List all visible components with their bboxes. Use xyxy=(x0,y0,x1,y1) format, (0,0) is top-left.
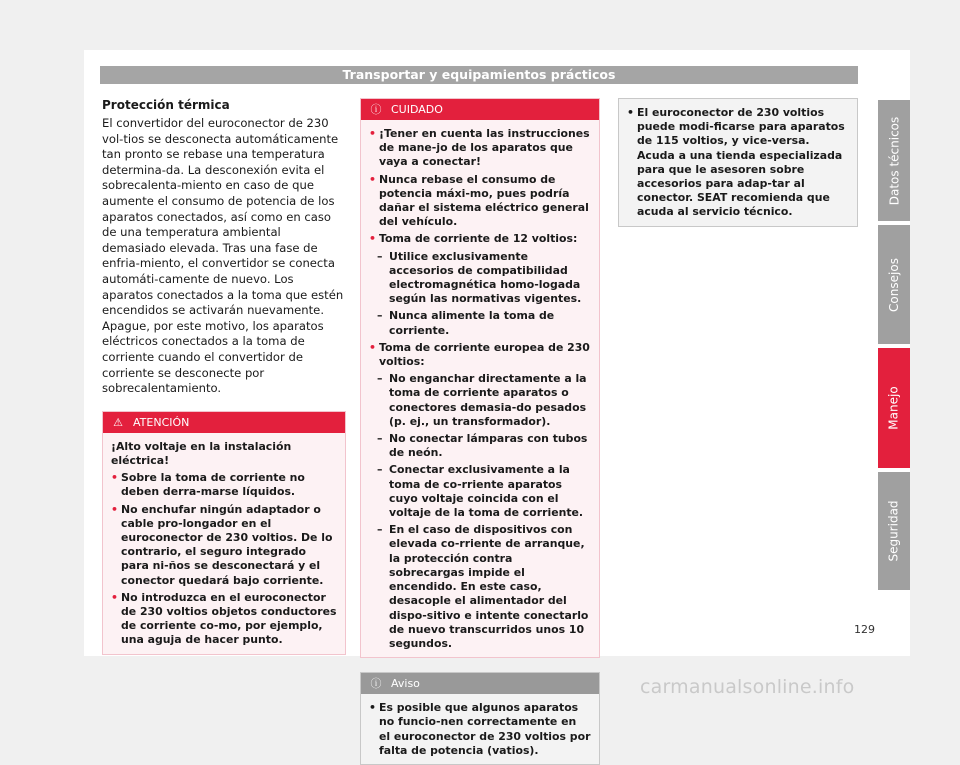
note-continued-item: • El euroconector de 230 voltios puede modi-ficarse para aparatos de 115 voltios, y vice-versa. Acuda a una tienda especializada para que le asesoren sobre accesorios para adap-tar al conector. SEAT recomienda que acuda al servicio técnico. xyxy=(627,106,849,220)
sidetab-label: Consejos xyxy=(887,257,902,312)
sidetab-label: Seguridad xyxy=(887,500,902,562)
caution-body xyxy=(361,120,599,657)
section-header: Transportar y equipamientos prácticos xyxy=(100,66,858,84)
caution-subitem: – Nunca alimente la toma de corriente. xyxy=(369,309,591,337)
warning-item: • No introduzca en el euroconector de 230 voltios objetos conductores de corriente co-mo, por ejemplo, una aguja de hacer punto. xyxy=(111,591,337,648)
warning-intro: ¡Alto voltaje en la instalación eléctrica! xyxy=(111,439,292,467)
caution-item: • Nunca rebase el consumo de potencia máxi-mo, pues podría dañar el sistema eléctrico general del vehículo. xyxy=(369,173,591,230)
note-item: • Es posible que algunos aparatos no funcio-nen correctamente en el euroconector de 230 voltios por falta de potencia (vatios). xyxy=(369,701,591,758)
warning-item: • No enchufar ningún adaptador o cable pro-longador en el euroconector de 230 voltios. De lo contrario, el seguro integrado para ni-ños se desconectará y el conector quedará bajo corriente. xyxy=(111,503,337,588)
note-title: Aviso xyxy=(391,677,420,691)
note-continued-body xyxy=(619,99,857,226)
column-middle xyxy=(360,98,600,765)
caution-subitem: – Conectar exclusivamente a la toma de co-rriente aparatos cuyo voltaje coincida con el voltaje de la toma de corriente. xyxy=(369,463,591,520)
caution-subitem: – Utilice exclusivamente accesorios de compatibilidad electromagnética homo-logada según las normativas vigentes. xyxy=(369,250,591,307)
note-body xyxy=(361,694,599,764)
note-header xyxy=(361,673,599,694)
caution-box xyxy=(360,98,600,658)
note-continued-box xyxy=(618,98,858,227)
caution-subitem: – No enganchar directamente a la toma de corriente aparatos o conectores demasia-do pesados (p. ej., un transformador). xyxy=(369,372,591,429)
info-icon: ⓘ xyxy=(370,677,382,691)
note-box xyxy=(360,672,600,765)
column-left xyxy=(102,98,346,655)
warning-triangle-icon: ⚠ xyxy=(113,415,123,429)
sidetab-manejo[interactable] xyxy=(878,348,910,468)
sidetab-label: Datos técnicos xyxy=(887,116,901,205)
caution-item: • Toma de corriente de 12 voltios: xyxy=(369,232,591,246)
body-paragraph: El convertidor del euroconector de 230 vol-tios se desconecta automáticamente tan pronto se rebase una temperatura determina-da. La desconexión evita el sobrecalenta-miento en caso de que aumente el consumo de potencia de los aparatos conectados, así como en caso de una temperatura ambiental demasiado elevada. Tras una fase de enfria-miento, el convertidor se conecta automáti-camente de nuevo. Los aparatos conectados a la toma que estén encendidos se activarán nuevamente. Apague, por este motivo, los aparatos eléctricos conectados a la toma de corriente cuando el convertidor de corriente se desconecte por sobrecalentamiento. xyxy=(102,116,344,396)
page-number: 129 xyxy=(854,623,875,636)
watermark: carmanualsonline.info xyxy=(640,676,855,698)
warning-header xyxy=(103,412,345,433)
caution-header xyxy=(361,99,599,120)
caution-subitem: – En el caso de dispositivos con elevada co-rriente de arranque, la protección contra sobrecargas impide el encendido. En este caso, desacople el alimentador del dispo-sitivo e intente conectarlo de nuevo transcurridos unos 10 segundos. xyxy=(369,523,591,651)
warning-title: ATENCIÓN xyxy=(133,415,190,429)
sidetab-consejos[interactable] xyxy=(878,225,910,344)
warning-box xyxy=(102,411,346,655)
exclamation-circle-icon: ⓘ xyxy=(370,103,382,116)
caution-item: • ¡Tener en cuenta las instrucciones de mane-jo de los aparatos que vaya a conectar! xyxy=(369,127,591,170)
column-right xyxy=(618,98,858,227)
caution-title: CUIDADO xyxy=(391,103,443,116)
warning-body xyxy=(103,433,345,654)
warning-item: • Sobre la toma de corriente no deben derra-marse líquidos. xyxy=(111,471,337,499)
section-heading: Protección térmica xyxy=(102,98,230,112)
caution-item: • Toma de corriente europea de 230 voltios: xyxy=(369,341,591,369)
sidetab-datos-tecnicos[interactable] xyxy=(878,100,910,221)
sidetab-seguridad[interactable] xyxy=(878,472,910,590)
caution-subitem: – No conectar lámparas con tubos de neón. xyxy=(369,432,591,460)
sidetab-label: Manejo xyxy=(887,386,901,430)
